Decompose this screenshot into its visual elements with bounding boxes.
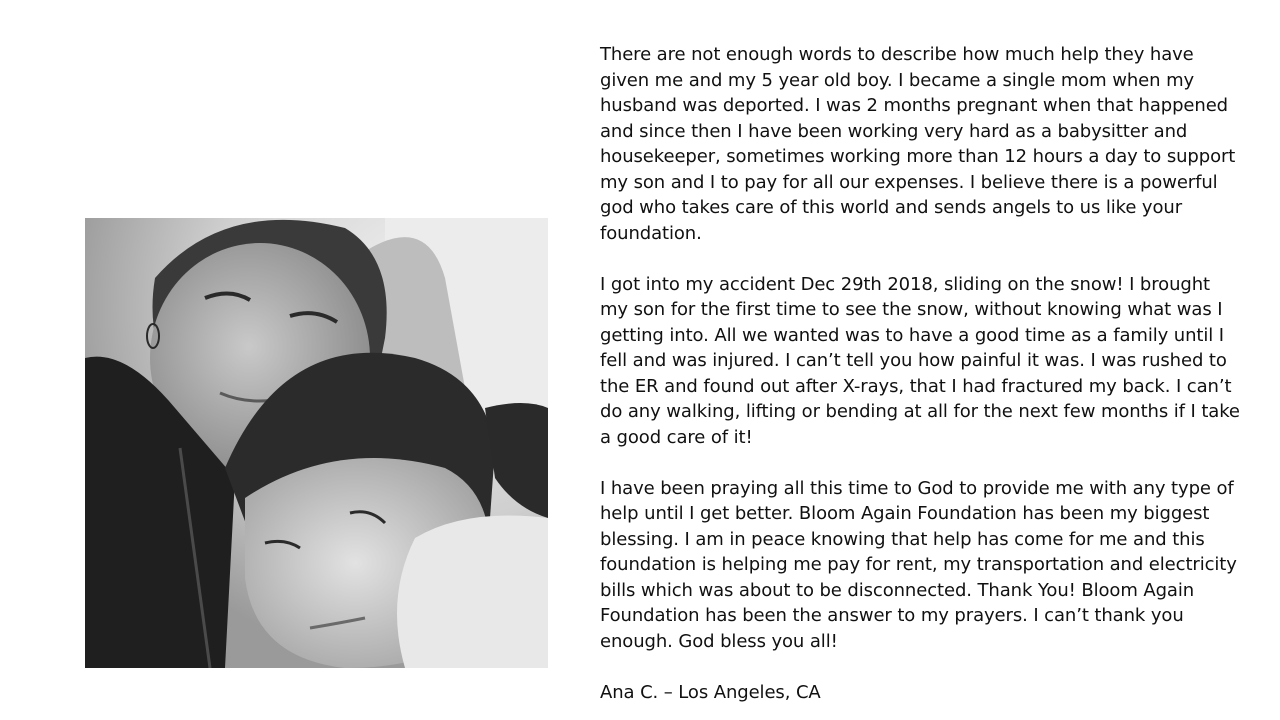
testimonial-paragraph-3: I have been praying all this time to God to provide me with any type of help until I get better. Bloom Again Foundation has been my biggest blessing. I am in peace knowing that help has come for me and this foundation is helping me pay for rent, my transportation and electricity bills which was about to be disconnected. Thank You! Bloom Again Foundation has been the answer to my prayers. I can’t thank you enough. God bless you all! [600, 477, 1237, 652]
testimonial-paragraph-1: There are not enough words to describe how much help they have given me and my 5 year old boy. I became a single mom when my husband was deported. I was 2 months pregnant when that happened and since then I have been working very hard as a babysitter and housekeeper, sometimes working more than 12 hours a day to support my son and I to pay for all our expenses. I believe there is a powerful god who takes care of this world and sends angels to us like your foundation. [600, 44, 1236, 244]
photo-illustration [85, 218, 548, 668]
testimonial-text [600, 42, 1240, 705]
mother-son-photo [85, 218, 548, 668]
testimonial-signature: Ana C. – Los Angeles, CA [600, 681, 821, 703]
testimonial-paragraph-2: I got into my accident Dec 29th 2018, sliding on the snow! I brought my son for the first time to see the snow, without knowing what was I getting into. All we wanted was to have a good time as a family until I fell and was injured. I can’t tell you how painful it was. I was rushed to the ER and found out after X-rays, that I had fractured my back. I can’t do any walking, lifting or bending at all for the next few months if I take a good care of it! [600, 273, 1240, 448]
